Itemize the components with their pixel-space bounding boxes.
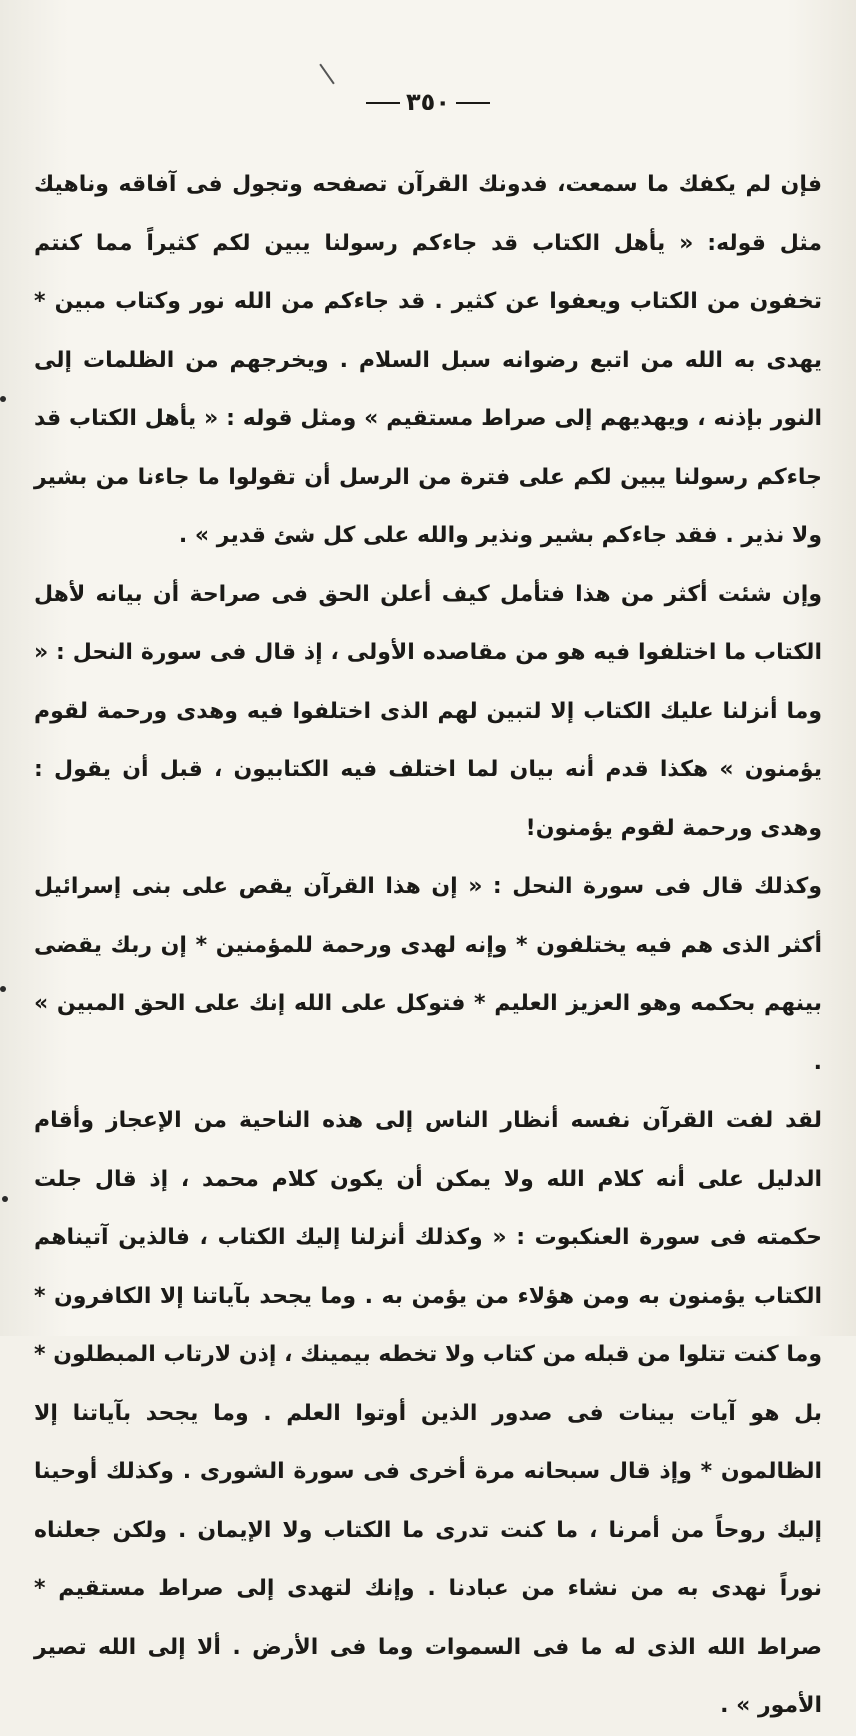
page-number-text: ٣٥٠ — [406, 88, 450, 116]
paragraph: لقد لفت القرآن نفسه أنظار الناس إلى هذه الناحية من الإعجاز وأقام الدليل على أنه كلام الله ولا يمكن أن يكون كلام محمد ، إذ قال جلت حكمته فى سورة العنكبوت : « وكذلك أنزلنا إليك الكتاب ، فالذين آتيناهم الكتاب يؤمنون به ومن هؤلاء من يؤمن به . وما يجحد بآياتنا إلا الكافرون * وما كنت تتلوا من قبله من كتاب ولا تخطه بيمينك ، إذن لارتاب المبطلون * بل هو آيات بينات فى صدور الذين أوتوا العلم . وما يجحد بآياتنا إلا الظالمون * وإذ قال سبحانه مرة أخرى فى سورة الشورى . وكذلك أوحينا إليك روحاً من أمرنا ، ما كنت تدرى ما الكتاب ولا الإيمان . ولكن جعلناه نوراً نهدى به من نشاء من عبادنا . وإنك لتهدى إلى صراط مستقيم * صراط الله الذى له ما فى السموات وما فى الأرض . ألا إلى الله تصير الأمور » . — [34, 1108, 822, 1718]
scan-mark — [2, 1196, 8, 1202]
page-number — [0, 88, 856, 116]
header-dash — [456, 102, 490, 104]
paragraph: وكذلك قال فى سورة النحل : « إن هذا القرآن يقص على بنى إسرائيل أكثر الذى هم فيه يختلفون * وإنه لهدى ورحمة للمؤمنين * إن ربك يقضى بينهم بحكمه وهو العزيز العليم * فتوكل على الله إنك على الحق المبين » . — [34, 874, 822, 1075]
scan-mark — [0, 396, 6, 402]
body-text — [34, 156, 822, 1736]
paragraph: وإن شئت أكثر من هذا فتأمل كيف أعلن الحق فى صراحة أن بيانه لأهل الكتاب ما اختلفوا فيه هو من مقاصده الأولى ، إذ قال فى سورة النحل : « وما أنزلنا عليك الكتاب إلا لتبين لهم الذى اختلفوا فيه وهدى ورحمة لقوم يؤمنون » هكذا قدم أنه بيان لما اختلف فيه الكتابيون ، قبل أن يقول : وهدى ورحمة لقوم يؤمنون! — [34, 581, 822, 841]
scan-mark — [319, 64, 334, 85]
scan-mark — [0, 986, 6, 992]
header-dash — [366, 102, 400, 104]
paragraph: فإن لم يكفك ما سمعت، فدونك القرآن تصفحه وتجول فى آفاقه وناهيك مثل قوله: « يأهل الكتاب قد جاءكم رسولنا يبين لكم كثيراً مما كنتم تخفون من الكتاب ويعفوا عن كثير . قد جاءكم من الله نور وكتاب مبين * يهدى به الله من اتبع رضوانه سبل السلام . ويخرجهم من الظلمات إلى النور بإذنه ، ويهديهم إلى صراط مستقيم » ومثل قوله : « يأهل الكتاب قد جاءكم رسولنا يبين لكم على فترة من الرسل أن تقولوا ما جاءنا من بشير ولا نذير . فقد جاءكم بشير ونذير والله على كل شئ قدير » . — [34, 172, 822, 548]
